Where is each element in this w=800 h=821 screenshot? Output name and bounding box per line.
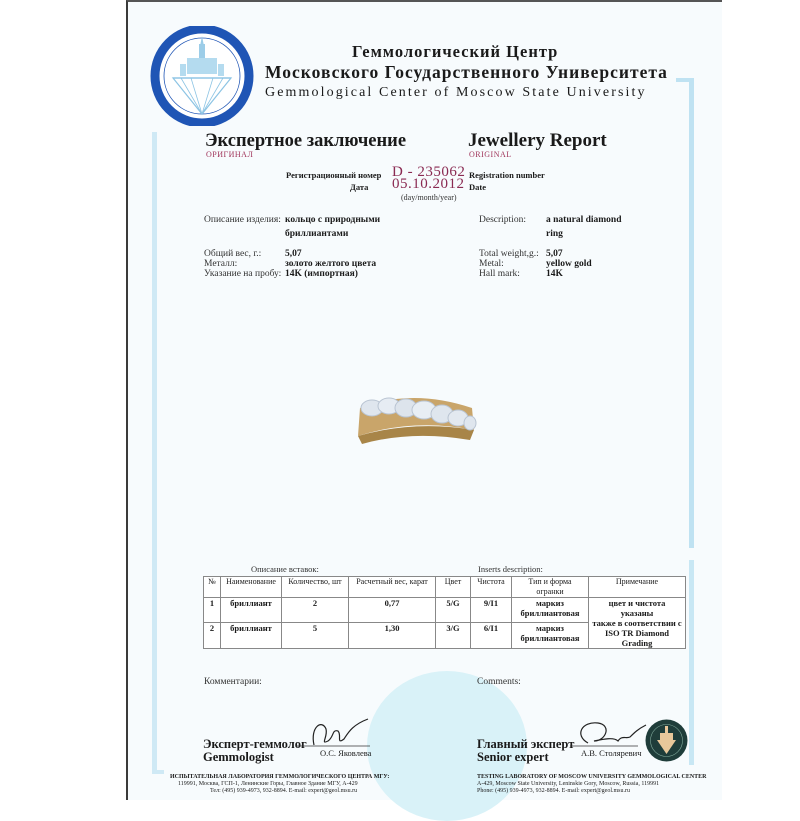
date-value: 05.10.2012 <box>392 176 465 192</box>
cell-qty: 2 <box>282 598 349 623</box>
footer-en-contacts: Phone: (495) 939-4973, 932-8894. E-mail: expert@geol.msu.ru <box>477 788 630 794</box>
footer-en-address: A-429, Moscow State University, Leninskie Gory, Moscow, Russia, 119991 <box>477 781 660 787</box>
weight-value-en: 5,07 <box>546 249 563 259</box>
cell-note <box>589 598 686 649</box>
org-title-ru-line2: Московского Государственного Университета <box>265 62 668 82</box>
hallmark-label-ru: Указание на пробу: <box>204 269 282 279</box>
frame-line <box>152 770 164 774</box>
column-header: Чистота <box>471 577 512 598</box>
comments-label-en: Comments: <box>477 677 521 687</box>
senior-expert-title-ru: Главный эксперт <box>477 737 575 751</box>
weight-value-ru: 5,07 <box>285 249 302 259</box>
org-title-en: Gemmological Center of Moscow State University <box>265 85 647 100</box>
footer-ru-contacts: Тел: (495) 939-4973, 932-8894. E-mail: expert@geol.msu.ru <box>210 788 358 794</box>
column-header: Цвет <box>436 577 471 598</box>
description-value-ru: кольцо с природными <box>285 215 381 225</box>
senior-expert-name: А.В. Столяревич <box>581 748 642 758</box>
cell-clarity: 9/I1 <box>471 598 512 623</box>
description-value-en-2: ring <box>546 229 563 239</box>
cell-name: бриллиант <box>221 622 282 648</box>
frame-line <box>689 560 694 765</box>
description-value-ru-2: бриллиантами <box>285 229 349 239</box>
table-row <box>204 598 686 623</box>
gemmologist-title-en: Gemmologist <box>203 750 274 764</box>
frame-line <box>152 132 157 772</box>
cut-line: маркиз <box>536 622 564 633</box>
university-seal-logo <box>147 26 257 126</box>
official-stamp-seal <box>644 718 689 763</box>
footer-ru-lab-name: ИСПЫТАТЕЛЬНАЯ ЛАБОРАТОРИЯ ГЕММОЛОГИЧЕСКОГО ЦЕНТРА МГУ: <box>170 774 390 780</box>
cell-qty: 5 <box>282 622 349 648</box>
footer-en-lab-name: TESTING LABORATORY OF MOSCOW UNIVERSITY GEMMOLOGICAL CENTER <box>477 774 707 780</box>
inserts-caption-ru: Описание вставок: <box>251 564 319 574</box>
cell-color: 5/G <box>436 598 471 623</box>
cell-weight: 0,77 <box>349 598 436 623</box>
table-header-row <box>204 577 686 598</box>
comments-label-ru: Комментарии: <box>204 677 262 687</box>
date-label-ru: Дата <box>350 182 369 192</box>
description-label-ru: Описание изделия: <box>204 215 281 225</box>
gemmologist-name: О.С. Яковлева <box>320 748 372 758</box>
cell-weight: 1,30 <box>349 622 436 648</box>
cell-cut <box>512 622 589 648</box>
description-label-en: Description: <box>479 215 526 225</box>
note-line: ISO TR Diamond Grading <box>604 628 670 648</box>
org-title-ru-line1: Геммологический Центр <box>352 42 559 61</box>
cell-no: 2 <box>204 622 221 648</box>
metal-label-ru: Металл: <box>204 259 238 269</box>
cell-cut <box>512 598 589 623</box>
metal-value-ru: золото желтого цвета <box>285 259 377 269</box>
hallmark-value-en: 14K <box>546 269 563 279</box>
inserts-caption-en: Inserts description: <box>478 564 543 574</box>
cut-line: маркиз <box>536 598 564 608</box>
original-en: ORIGINAL <box>469 150 512 159</box>
footer-ru-address: 119991, Москва, ГСП-1, Ленинские Горы, Главное Здание МГУ, А-429 <box>178 781 358 787</box>
hallmark-value-ru: 14K (импортная) <box>285 269 358 279</box>
column-header: Наименование <box>221 577 282 598</box>
date-label-en: Date <box>469 182 486 192</box>
note-line: цвет и чистота указаны <box>608 598 666 618</box>
column-header: Примечание <box>589 577 686 598</box>
registration-label-en: Registration number <box>469 170 545 180</box>
cut-line: бриллиантовая <box>520 608 580 618</box>
registration-number: D - 235062 <box>392 164 466 180</box>
column-header: № <box>204 577 221 598</box>
cell-no: 1 <box>204 598 221 623</box>
cut-line: бриллиантовая <box>520 632 580 643</box>
hallmark-label-en: Hall mark: <box>479 269 520 279</box>
registration-label-ru: Регистрационный номер <box>286 170 382 180</box>
frame-line <box>689 78 694 548</box>
report-title-en: Jewellery Report <box>468 130 607 151</box>
inserts-table <box>203 576 686 649</box>
date-format-hint: (day/month/year) <box>401 193 457 202</box>
weight-label-ru: Общий вес, г.: <box>204 249 262 259</box>
column-header: Количество, шт <box>282 577 349 598</box>
ring-photo <box>352 378 477 450</box>
cell-color: 3/G <box>436 622 471 648</box>
note-line: также в соответствии с <box>592 618 682 628</box>
metal-label-en: Metal: <box>479 259 504 269</box>
cell-clarity: 6/I1 <box>471 622 512 648</box>
senior-expert-title-en: Senior expert <box>477 750 549 764</box>
description-value-en: a natural diamond <box>546 215 622 225</box>
report-title-ru: Экспертное заключение <box>205 131 407 151</box>
weight-label-en: Total weight,g.: <box>479 249 539 259</box>
gemmologist-title-ru: Эксперт-геммолог <box>203 737 307 751</box>
metal-value-en: yellow gold <box>546 259 592 269</box>
original-ru: ОРИГИНАЛ <box>206 150 254 159</box>
column-header: Расчетный вес, карат <box>349 577 436 598</box>
cell-name: бриллиант <box>221 598 282 623</box>
column-header: Тип и форма огранки <box>512 577 589 598</box>
